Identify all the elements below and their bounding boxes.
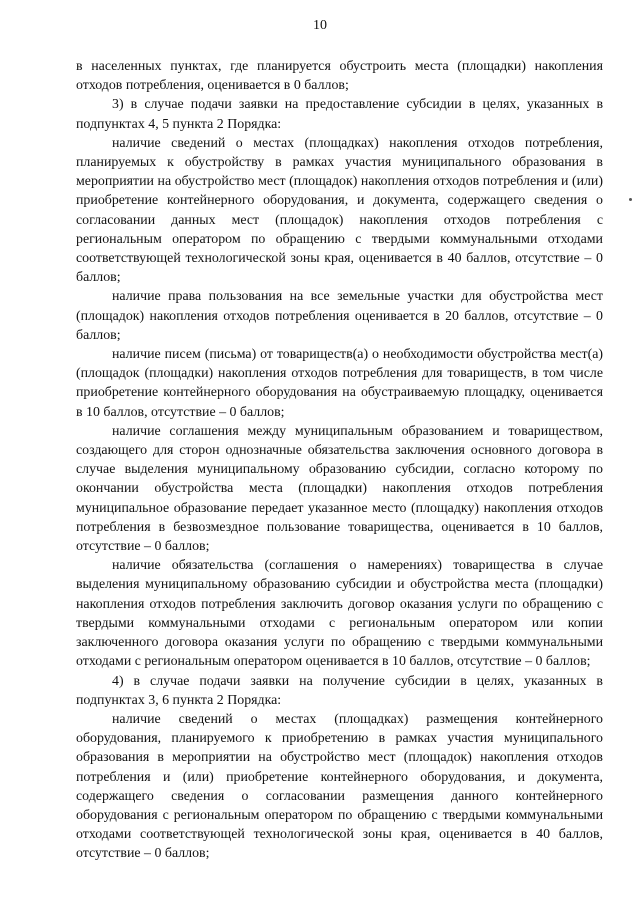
paragraph-criterion-partnership-letters: наличие писем (письма) от товариществ(а) о необходимости обустройства мест(а) (площадок (площадки) накопления отходов потребления для товариществ, в том числе приобретение контейнерного оборудования на обустраиваемую площадку, оценивается в 10 баллов, отсутствие – 0 баллов; xyxy=(76,347,603,420)
paragraph-item-3-heading: 3) в случае подачи заявки на предоставление субсидии в целях, указанных в подпунктах 4, 5 пункта 2 Порядка: xyxy=(76,97,603,132)
scan-speck xyxy=(629,198,632,201)
paragraph-criterion-sites-info: наличие сведений о местах (площадках) накопления отходов потребления, планируемых к обустройству в рамках участия муниципального образования в мероприятии на обустройство мест (площадок) накопления отходов потребления и (или) приобретение контейнерного оборудования, и документа, содержащего сведения о согласовании данных мест (площадок) накопления отходов потребления с региональным оператором по обращению с твердыми коммунальными отходами соответствующей технологической зоны края, оценивается в 40 баллов, отсутствие – 0 баллов; xyxy=(76,135,603,286)
page-number: 10 xyxy=(313,18,327,33)
paragraph-criterion-container-placement: наличие сведений о местах (площадках) размещения контейнерного оборудования, планируемого к приобретению в рамках участия муниципального образования в мероприятии на обустройство мест (площадок) накопления отходов потребления и (или) приобретение контейнерного оборудования, и документа, содержащего сведения о согласовании размещения данного контейнерного оборудования с региональным оператором по обращению с твердыми коммунальными отходами соответствующей технологической зоны края, оценивается в 40 баллов, отсутствие – 0 баллов; xyxy=(76,711,603,862)
paragraph-criterion-agreement: наличие соглашения между муниципальным образованием и товариществом, создающего для сторон однозначные обязательства заключения основного договора в случае выделения муниципальному образованию субсидии, согласно которому по окончании обустройства места (площадки) накопления отходов потребления муниципальное образование передает указанное место (площадку) накопления отходов потребления в безвозмездное пользование товарищества, оценивается в 10 баллов, отсутствие – 0 баллов; xyxy=(76,423,603,555)
paragraph-criterion-obligation: наличие обязательства (соглашения о намерениях) товарищества в случае выделения муниципальному образованию субсидии и обустройства места (площадки) накопления отходов потребления заключить договор оказания услуги по обращению с твердыми коммунальными отходами с региональным оператором или копии заключенного договора оказания услуги по обращению с твердыми коммунальными отходами с региональным оператором оценивается в 10 баллов, отсутствие – 0 баллов; xyxy=(76,558,603,670)
paragraph-criterion-land-rights: наличие права пользования на все земельные участки для обустройства мест (площадок) накопления отходов потребления оценивается в 20 баллов, отсутствие – 0 баллов; xyxy=(76,289,603,343)
document-body xyxy=(76,57,603,864)
paragraph-continuation: в населенных пунктах, где планируется обустроить места (площадки) накопления отходов потребления, оценивается в 0 баллов; xyxy=(76,59,603,94)
paragraph-item-4-heading: 4) в случае подачи заявки на получение субсидии в целях, указанных в подпунктах 3, 6 пункта 2 Порядка: xyxy=(76,673,603,708)
